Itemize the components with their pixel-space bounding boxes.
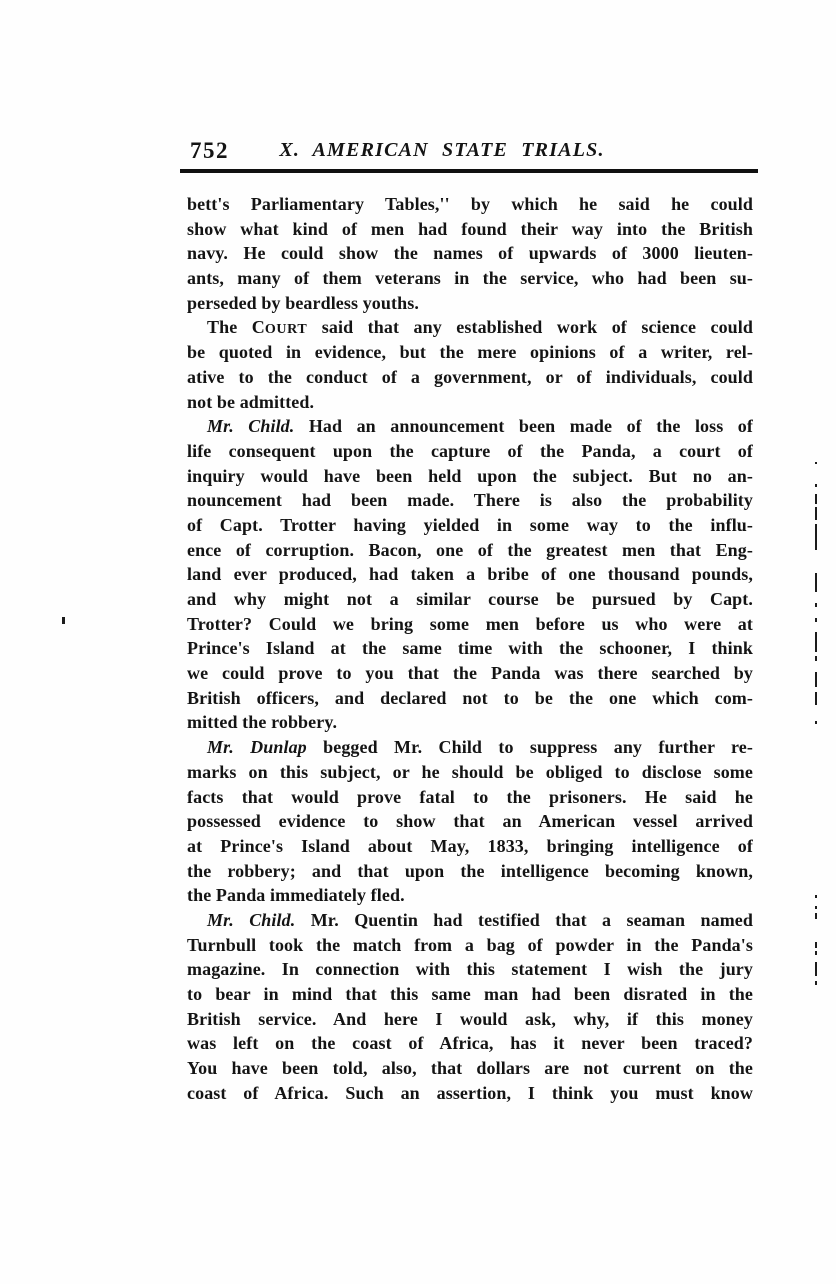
scan-speck	[815, 942, 817, 948]
text-segment: be quoted in evidence, but the mere opinions of a writer, rel-	[187, 342, 753, 363]
text-line	[187, 859, 753, 884]
text-line	[187, 340, 753, 365]
scan-speck	[62, 617, 65, 624]
text-line	[187, 661, 753, 686]
scan-speck	[815, 656, 817, 661]
text-line	[187, 315, 753, 340]
text-segment: life consequent upon the capture of the Panda, a court of	[187, 440, 753, 461]
scan-speck	[815, 603, 817, 607]
text-segment: we could prove to you that the Panda was there searched by	[187, 663, 753, 684]
text-line	[187, 760, 753, 785]
text-line	[187, 464, 753, 489]
running-title: X. AMERICAN STATE TRIALS.	[279, 139, 605, 161]
text-segment: Trotter? Could we bring some men before us who were at	[187, 613, 753, 634]
text-segment: magazine. In connection with this statement I wish the jury	[187, 959, 753, 980]
text-line	[187, 686, 753, 711]
text-segment: navy. He could show the names of upwards of 3000 lieuten-	[187, 243, 753, 264]
text-line	[187, 562, 753, 587]
scan-speck	[815, 913, 817, 919]
text-segment: and why might not a similar course be pursued by Capt.	[187, 589, 753, 609]
text-line	[187, 809, 753, 834]
scan-speck	[815, 951, 817, 955]
text-segment: British service. And here I would ask, why, if this money	[187, 1008, 753, 1029]
text-line	[187, 1031, 753, 1056]
text-segment: was left on the coast of Africa, has it never been traced?	[187, 1033, 753, 1054]
text-segment: the Panda immediately fled.	[187, 885, 405, 906]
text-segment: ants, many of them veterans in the service, who had been su-	[187, 268, 753, 289]
scan-speck	[815, 618, 817, 622]
header-rule	[180, 169, 758, 173]
text-segment: You have been told, also, that dollars are not current on the	[187, 1058, 753, 1079]
speaker-name: Mr. Dunlap	[207, 737, 307, 758]
text-line	[187, 538, 753, 563]
text-segment: facts that would prove fatal to the prisoners. He said he	[187, 786, 753, 807]
text-segment: Had an announcement been made of the loss of	[294, 416, 753, 437]
scan-speck	[815, 507, 817, 520]
text-line	[187, 266, 753, 291]
text-segment: show what kind of men had found their way into the British	[187, 218, 753, 239]
text-line	[187, 834, 753, 859]
text-segment: land ever produced, had taken a bribe of one thousand pounds,	[187, 564, 753, 585]
text-segment: begged Mr. Child to suppress any further re-	[306, 737, 753, 758]
text-segment: perseded by beardless youths.	[187, 292, 419, 313]
text-segment: of Capt. Trotter having yielded in some way to the influ-	[187, 514, 753, 535]
text-line	[187, 1081, 753, 1106]
text-segment: inquiry would have been held upon the subject. But no an-	[187, 465, 753, 486]
text-segment: Prince's Island at the same time with the schooner, I think	[187, 638, 753, 659]
text-segment: Mr. Quentin had testified that a seaman named	[295, 909, 753, 930]
text-line	[187, 488, 753, 513]
text-line	[187, 587, 753, 612]
text-line	[187, 785, 753, 810]
scan-speck	[815, 632, 817, 652]
scan-speck	[815, 721, 817, 724]
text-segment: marks on this subject, or he should be obliged to disclose some	[187, 761, 753, 782]
text-line	[187, 414, 753, 439]
scan-speck	[815, 895, 817, 898]
text-line	[187, 883, 753, 908]
text-segment: bett's Parliamentary Tables,'' by which he said he could	[187, 194, 753, 214]
text-segment: to bear in mind that this same man had been disrated in the	[187, 984, 753, 1004]
text-segment: ative to the conduct of a government, or of individuals, could	[187, 366, 753, 387]
page-number: 752	[190, 138, 229, 163]
scan-speck	[815, 962, 817, 976]
text-line	[187, 390, 753, 415]
page-header	[187, 138, 753, 164]
scan-speck	[815, 692, 817, 705]
speaker-name: Mr. Child.	[207, 416, 295, 437]
scan-speck	[815, 462, 817, 464]
text-line	[187, 982, 753, 1007]
text-segment: the robbery; and that upon the intelligence becoming known,	[187, 860, 753, 881]
scan-speck	[815, 494, 817, 504]
text-segment: The	[207, 317, 252, 338]
page-body	[187, 192, 753, 1105]
text-segment: mitted the robbery.	[187, 712, 338, 733]
text-line	[187, 291, 753, 316]
text-segment: not be admitted.	[187, 391, 315, 412]
scan-speck	[815, 573, 817, 592]
text-line	[187, 241, 753, 266]
text-segment: coast of Africa. Such an assertion, I think you must know	[187, 1082, 753, 1103]
text-line	[187, 957, 753, 982]
scan-speck	[815, 672, 817, 687]
text-line	[187, 612, 753, 637]
scan-speck	[815, 524, 817, 550]
scan-speck	[815, 484, 817, 487]
text-line	[187, 636, 753, 661]
scan-speck	[815, 906, 817, 909]
text-line	[187, 513, 753, 538]
speaker-name: Mr. Child.	[207, 909, 296, 930]
text-segment: Turnbull took the match from a bag of powder in the Panda's	[187, 934, 753, 955]
text-segment: British officers, and declared not to be the one which com-	[187, 687, 753, 708]
text-line	[187, 365, 753, 390]
text-line	[187, 735, 753, 760]
text-line	[187, 439, 753, 464]
text-line	[187, 710, 753, 735]
text-segment: possessed evidence to show that an American vessel arrived	[187, 811, 753, 832]
text-line	[187, 908, 753, 933]
text-segment: nouncement had been made. There is also the probability	[187, 490, 753, 511]
text-line	[187, 1056, 753, 1081]
text-segment: at Prince's Island about May, 1833, bringing intelligence of	[187, 835, 753, 856]
text-line	[187, 933, 753, 958]
text-line	[187, 217, 753, 242]
text-segment: ence of corruption. Bacon, one of the greatest men that Eng-	[187, 539, 753, 560]
text-line	[187, 192, 753, 217]
smallcaps-text: COURT	[251, 317, 308, 338]
text-line	[187, 1007, 753, 1032]
text-segment: said that any established work of science could	[307, 317, 753, 338]
scan-speck	[815, 981, 817, 985]
